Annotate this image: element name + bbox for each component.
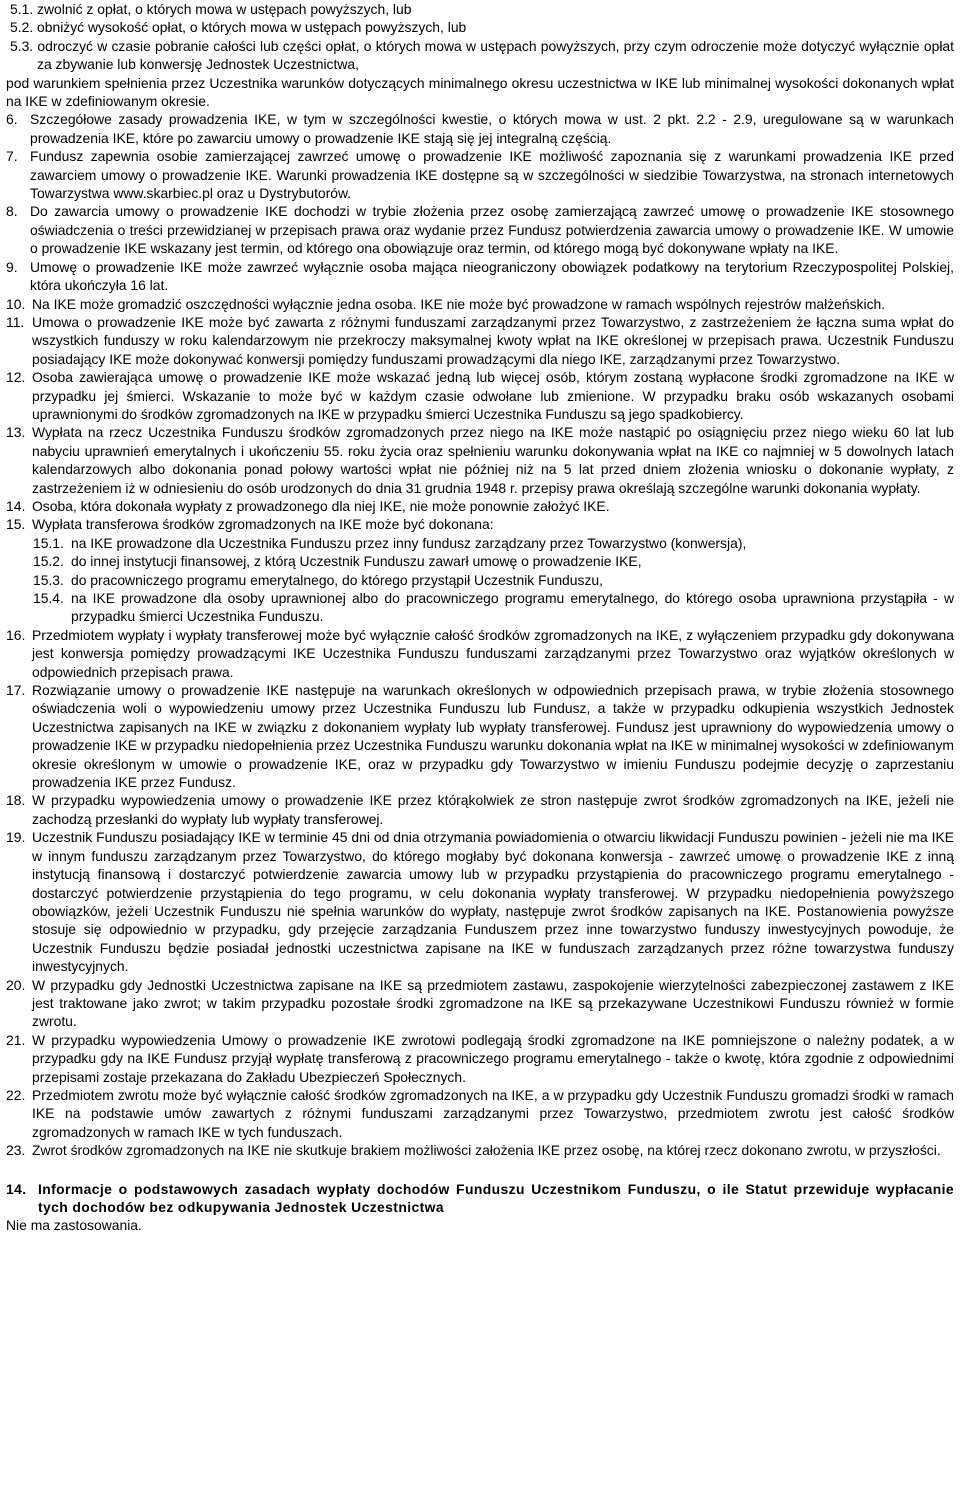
top-subpoints bbox=[6, 0, 954, 74]
item-text: Rozwiązanie umowy o prowadzenie IKE następuje na warunkach określonych w odpowiednich przepisach prawa, w trybie złożenia stosownego oświadczenia woli o wypowiedzeniu umowy przez Uczestnika Funduszu lub Fundusz, a także w przypadku odkupienia wszystkich Jednostek Uczestnictwa zapisanych na IKE w związku z dokonaniem wypłaty lub wypłaty transferowej. Fundusz jest uprawniony do wypowiedzenia umowy o prowadzenie IKE w przypadku niedopełnienia przez Uczestnika Funduszu warunku dokonania wpłat na IKE w minimalnej wysokości w zdefiniowanym okresie określonym w umowie o prowadzenie IKE, oraz w przypadku gdy Towarzystwo w imieniu Funduszu podejmie decyzję o zaprzestaniu prowadzenia IKE przez Fundusz. bbox=[32, 682, 954, 791]
subitem-15-3 bbox=[6, 571, 954, 589]
item-number: 15. bbox=[6, 516, 26, 533]
item-text: Umowa o prowadzenie IKE może być zawarta z różnymi funduszami zarządzanymi przez Towarzystwo, z zastrzeżeniem że łączna suma wpłat do wszystkich funduszy w roku kalendarzowym nie przekroczy maksymalnej kwoty wpłat na IKE określonej w przepisach prawa. Uczestnik Funduszu posiadający IKE może dokonywać konwersji pomiędzy funduszami prowadzącymi dla niego IKE, zarządzanymi przez Towarzystwo. bbox=[32, 313, 954, 367]
item-number: 17. bbox=[6, 682, 26, 699]
item-11 bbox=[6, 313, 954, 368]
item-text: Wypłata na rzecz Uczestnika Funduszu środków zgromadzonych przez niego na IKE może nastąpić po osiągnięciu przez niego wieku 60 lat lub nabyciu uprawnień emerytalnych i ukończeniu 55. roku życia oraz spełnieniu warunku dokonywania wpłat na IKE co najmniej w 5 dowolnych latach kalendarzowych albo dokonania ponad połowy wartości wpłat nie później niż na 5 lat przed dniem złożenia wniosku o dokonanie wypłaty, z zastrzeżeniem iż w odniesieniu do osób urodzonych do dnia 31 grudnia 1948 r. przepisy prawa określają szczególne warunki dokonania wypłaty. bbox=[32, 424, 954, 496]
item-text: W przypadku gdy Jednostki Uczestnictwa zapisane na IKE są przedmiotem zastawu, zaspokojenie wierzytelności zabezpieczonej zastawem z IKE jest traktowane jako zwrot; w takim przypadku pozostałe środki zgromadzone na IKE są przekazywane Uczestnikowi Funduszu również w formie zwrotu. bbox=[32, 976, 954, 1030]
item-text: W przypadku wypowiedzenia Umowy o prowadzenie IKE zwrotowi podlegają środki zgromadzone na IKE pomniejszone o należny podatek, a w przypadku gdy na IKE Fundusz przyjął wypłatę transferową z pracowniczego programu emerytalnego - także o kwotę, która zgodnie z odpowiednimi przepisami zostaje przekazana do Zakładu Ubezpieczeń Społecznych. bbox=[32, 1031, 954, 1085]
item-text: Przedmiotem wypłaty i wypłaty transferowej może być wyłącznie całość środków zgromadzonych na IKE, z wyłączeniem przypadku gdy dokonywana jest konwersja pomiędzy prowadzącymi IKE Uczestnika Funduszu funduszami zarządzanymi przez Towarzystwo oraz wyjątków określonych w odpowiednich przepisach prawa. bbox=[32, 626, 954, 680]
item-number: 12. bbox=[6, 369, 26, 386]
item-8 bbox=[6, 202, 954, 257]
item-number: 14. bbox=[6, 497, 26, 514]
subitem-number: 15.3. bbox=[33, 571, 64, 588]
item-number: 9. bbox=[6, 258, 18, 275]
item-text: Na IKE może gromadzić oszczędności wyłącznie jedna osoba. IKE nie może być prowadzone w ramach wspólnych rejestrów małżeńskich. bbox=[32, 295, 886, 312]
item-number: 21. bbox=[6, 1031, 26, 1048]
subpoint-text: obniżyć wysokość opłat, o których mowa w ustępach powyższych, lub bbox=[37, 19, 467, 36]
subpoint-5-3 bbox=[6, 37, 954, 74]
item-number: 7. bbox=[6, 148, 18, 165]
item-13 bbox=[6, 423, 954, 497]
item-18 bbox=[6, 791, 954, 828]
item-7 bbox=[6, 147, 954, 202]
item-22 bbox=[6, 1086, 954, 1141]
subitem-number: 15.1. bbox=[33, 534, 64, 551]
item-number: 11. bbox=[6, 313, 25, 330]
item-number: 10. bbox=[6, 295, 26, 312]
subitem-15-4 bbox=[6, 589, 954, 626]
item-text: Osoba zawierająca umowę o prowadzenie IKE może wskazać jedną lub więcej osób, którym zostaną wypłacone środki zgromadzone na IKE w przypadku jej śmierci. Wskazanie to może być w każdym czasie odwołane lub zmienione. W przypadku braku osób wskazanych osobami uprawnionymi do środków zgromadzonych na IKE w przypadku śmierci Uczestnika Funduszu są jego spadkobiercy. bbox=[32, 369, 954, 422]
item-14 bbox=[6, 497, 954, 515]
section-title: Informacje o podstawowych zasadach wypłaty dochodów Funduszu Uczestnikom Funduszu, o ile Statut przewiduje wypłacanie tych dochodów bez odkupywania Jednostek Uczestnictwa bbox=[38, 1180, 954, 1215]
section-number: 14. bbox=[6, 1180, 27, 1197]
items-16-23 bbox=[6, 626, 954, 1160]
subpoint-5-1 bbox=[6, 0, 954, 18]
item-17 bbox=[6, 681, 954, 791]
item-text: Umowę o prowadzenie IKE może zawrzeć wyłącznie osoba mająca nieograniczony obowiązek podatkowy na terytorium Rzeczypospolitej Polskiej, która ukończyła 16 lat. bbox=[30, 258, 954, 294]
item-text: Fundusz zapewnia osobie zamierzającej zawrzeć umowę o prowadzenie IKE możliwość zapoznania się z warunkami prowadzenia IKE przed zawarciem umowy o prowadzenie IKE. Warunki prowadzenia IKE dostępne są w szczególności w siedzibie Towarzystwa, na stronach internetowych Towarzystwa www.skarbiec.pl oraz u Dystrybutorów. bbox=[30, 148, 954, 202]
item-text: Osoba, która dokonała wypłaty z prowadzonego dla niej IKE, nie może ponownie założyć IKE. bbox=[32, 497, 610, 514]
paragraph-5-continuation: pod warunkiem spełnienia przez Uczestnika warunków dotyczących minimalnego okresu uczestnictwa w IKE lub minimalnej wysokości dokonanych wpłat na IKE w zdefiniowanym okresie. bbox=[6, 74, 954, 110]
subpoint-5-2 bbox=[6, 18, 954, 36]
item-text: Szczegółowe zasady prowadzenia IKE, w tym w szczególności kwestie, o których mowa w ust. 2 pkt. 2.2 - 2.9, uregulowane są w warunkach prowadzenia IKE, które po zawarciu umowy o prowadzenie IKE stają się jej integralną częścią. bbox=[30, 111, 954, 146]
subpoint-text: zwolnić z opłat, o których mowa w ustępach powyższych, lub bbox=[37, 1, 412, 17]
item-text: W przypadku wypowiedzenia umowy o prowadzenie IKE przez którąkolwiek ze stron następuje zwrot środków zgromadzonych na IKE, jeżeli nie zachodzą przesłanki do wypłaty lub wypłaty transferowej. bbox=[32, 792, 954, 827]
item-number: 13. bbox=[6, 424, 26, 441]
subitem-text: do pracowniczego programu emerytalnego, do którego przystąpił Uczestnik Funduszu, bbox=[71, 571, 603, 588]
item-6 bbox=[6, 110, 954, 147]
item-10 bbox=[6, 295, 954, 313]
item-9 bbox=[6, 258, 954, 295]
items-10-15 bbox=[6, 295, 954, 534]
subitem-15-1 bbox=[6, 534, 954, 552]
section-14-heading bbox=[6, 1180, 954, 1217]
subpoint-number: 5.2. bbox=[10, 19, 34, 36]
item-15 bbox=[6, 515, 954, 533]
item-text: Uczestnik Funduszu posiadający IKE w terminie 45 dni od dnia otrzymania powiadomienia o otwarciu likwidacji Funduszu powinien - jeżeli nie ma IKE w innym funduszu zarządzanym przez Towarzystwo, do którego mogłaby być dokonana konwersja - zawrzeć umowę o prowadzenie IKE z inną instytucją finansową i dostarczyć potwierdzenie zawarcia umowy lub w przypadku przystąpienia do pracowniczego programu emerytalnego - dostarczyć potwierdzenie przystąpienia do tego programu, w celu dokonania wypłaty transferowej. W przypadku niedopełnienia powyższego obowiązków, jeżeli Uczestnik Funduszu nie spełnia warunków do wypłaty, następuje zwrot środków zapisanych na IKE. Postanowienia powyższe stosuje się odpowiednio w przypadku, gdy przejęcie zarządzania Funduszem przez inne towarzystwo funduszy inwestycyjnych powoduje, że Uczestnik Funduszu będzie posiadał jednostki uczestnictwa zapisane na IKE w funduszach zarządzanych przez różne towarzystwa funduszy inwestycyjnych. bbox=[32, 829, 954, 975]
item-number: 19. bbox=[6, 829, 26, 846]
items-6-9 bbox=[6, 110, 954, 294]
item-19 bbox=[6, 828, 954, 975]
item-23 bbox=[6, 1141, 954, 1159]
item-number: 8. bbox=[6, 203, 18, 220]
item-number: 22. bbox=[6, 1086, 26, 1103]
section-gap bbox=[6, 1160, 954, 1180]
item-number: 16. bbox=[6, 626, 26, 643]
subpoint-number: 5.3. bbox=[10, 37, 34, 54]
subitem-text: na IKE prowadzone dla Uczestnika Funduszu przez inny fundusz zarządzany przez Towarzystwo (konwersja), bbox=[71, 534, 747, 551]
subitem-text: na IKE prowadzone dla osoby uprawnionej albo do pracowniczego programu emerytalnego, do którego osoba uprawniona przystąpiła - w przypadku śmierci Uczestnika Funduszu. bbox=[71, 590, 954, 625]
item-12 bbox=[6, 368, 954, 423]
item-text: Zwrot środków zgromadzonych na IKE nie skutkuje brakiem możliwości założenia IKE przez osobę, na której rzecz dokonano zwrotu, w przyszłości. bbox=[32, 1142, 941, 1159]
subitem-number: 15.4. bbox=[33, 590, 64, 606]
item-20 bbox=[6, 976, 954, 1031]
item-text: Do zawarcia umowy o prowadzenie IKE dochodzi w trybie złożenia przez osobę zamierzającą zawrzeć umowę o prowadzenie IKE stosownego oświadczenia o treści przewidzianej w przepisach prawa oraz wydanie przez Fundusz potwierdzenia zawarcia umowy o prowadzenie IKE. W umowie o prowadzenie IKE wskazany jest termin, od którego ona obowiązuje oraz termin, od którego mogą być dokonywane wpłaty na IKE. bbox=[30, 203, 954, 257]
item-text: Wypłata transferowa środków zgromadzonych na IKE może być dokonana: bbox=[32, 516, 494, 533]
subitem-text: do innej instytucji finansowej, z którą Uczestnik Funduszu zawarł umowę o prowadzenie IKE, bbox=[71, 553, 642, 570]
item-number: 6. bbox=[6, 111, 18, 128]
item-text: Przedmiotem zwrotu może być wyłącznie całość środków zgromadzonych na IKE, a w przypadku gdy Uczestnik Funduszu gromadzi środki w ramach IKE na podstawie umów zawartych z różnymi funduszami zarządzanymi przez Towarzystwo, przedmiotem zwrotu jest całość środków zgromadzonych w ramach IKE w tych funduszach. bbox=[32, 1086, 954, 1140]
item-21 bbox=[6, 1031, 954, 1086]
item-16 bbox=[6, 626, 954, 681]
item-number: 23. bbox=[6, 1142, 26, 1159]
subitems-15 bbox=[6, 534, 954, 626]
subitem-number: 15.2. bbox=[33, 553, 64, 570]
section-14-note: Nie ma zastosowania. bbox=[6, 1217, 142, 1234]
subitem-15-2 bbox=[6, 552, 954, 570]
subpoint-number: 5.1. bbox=[10, 1, 34, 17]
item-number: 18. bbox=[6, 792, 26, 809]
subpoint-text: odroczyć w czasie pobranie całości lub części opłat, o których mowa w ustępach powyższych, przy czym odroczenie może dotyczyć wyłącznie opłat za zbywanie lub konwersję Jednostek Uczestnictwa, bbox=[37, 37, 954, 73]
item-number: 20. bbox=[6, 976, 26, 993]
